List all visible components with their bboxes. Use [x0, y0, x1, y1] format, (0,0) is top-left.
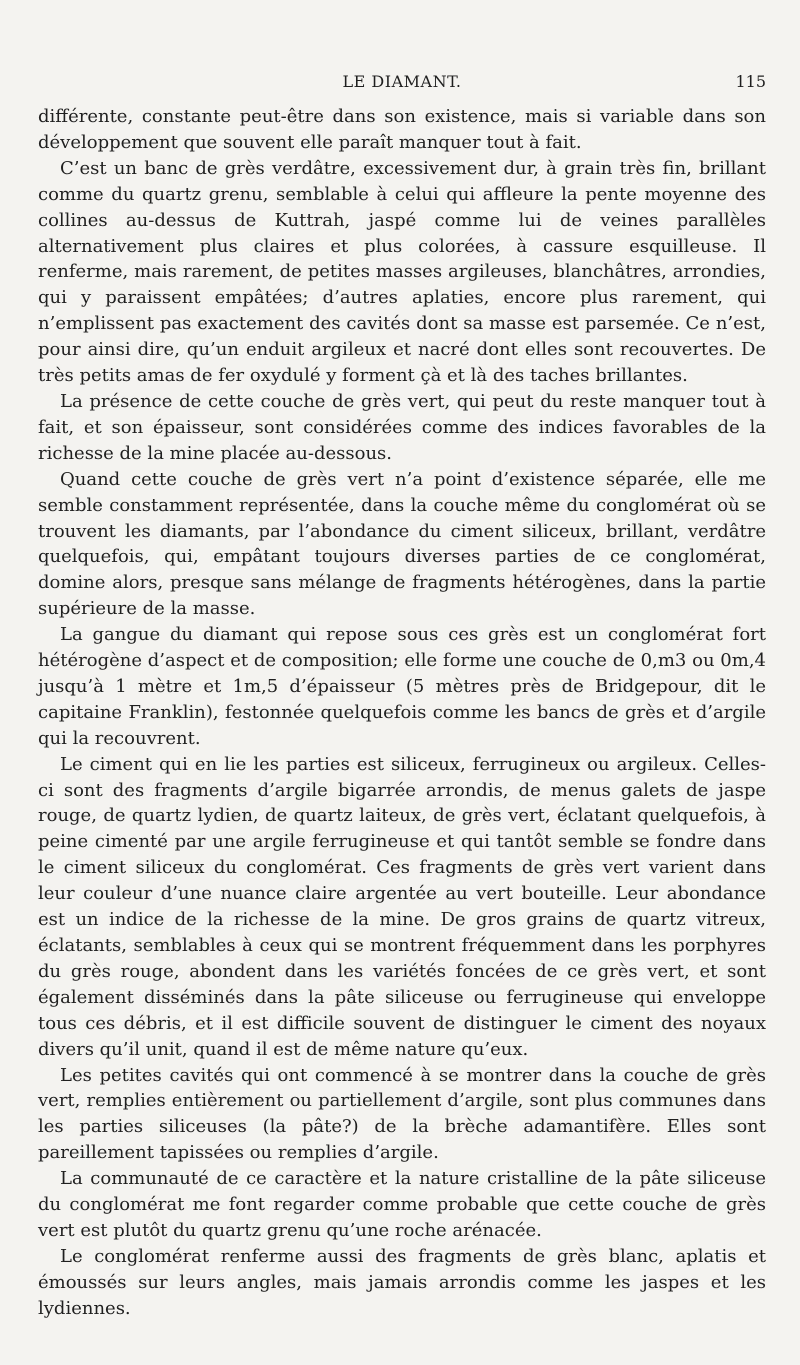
- paragraph: Le conglomérat renferme aussi des fragments de grès blanc, aplatis et émoussés sur leurs angles, mais jamais arrondis comme les jaspes et les lydiennes.: [38, 1245, 766, 1319]
- paragraph: La présence de cette couche de grès vert, qui peut du reste manquer tout à fait, et son épaisseur, sont considérées comme des indices favorables de la richesse de la mine placée au-dessous.: [38, 390, 766, 464]
- paragraph: différente, constante peut-être dans son existence, mais si variable dans son développement que souvent elle paraît manquer tout à fait.: [38, 106, 766, 153]
- paragraph: Quand cette couche de grès vert n’a point d’existence séparée, elle me semble constamment représentée, dans la couche même du conglomérat où se trouvent les diamants, par l’abondance du ciment siliceux, brillant, verdâtre quelquefois, qui, empâtant toujours diverses parties de ce conglomérat, domine alors, presque sans mélange de fragments hétérogènes, dans la partie supérieure de la masse.: [38, 468, 766, 620]
- body-text: [38, 104, 766, 1322]
- paragraph: C’est un banc de grès verdâtre, excessivement dur, à grain très fin, brillant comme du quartz grenu, semblable à celui qui affleure la pente moyenne des collines au-dessus de Kuttrah, jaspé comme lui de veines parallèles alternativement plus claires et plus colorées, à cassure esquilleuse. Il renferme, mais rarement, de petites masses argileuses, blanchâtres, arrondies, qui y paraissent empâtées; d’autres aplaties, encore plus rarement, qui n’emplissent pas exactement des cavités dont sa masse est parsemée. Ce n’est, pour ainsi dire, qu’un enduit argileux et nacré dont elles sont recouvertes. De très petits amas de fer oxydulé y forment çà et là des taches brillantes.: [38, 157, 766, 387]
- paragraph: Le ciment qui en lie les parties est siliceux, ferrugineux ou argileux. Celles-ci sont des fragments d’argile bigarrée arrondis, de menus galets de jaspe rouge, de quartz lydien, de quartz laiteux, de grès vert, éclatant quelquefois, à peine cimenté par une argile ferrugineuse et qui tantôt semble se fondre dans le ciment siliceux du conglomérat. Ces fragments de grès vert varient dans leur couleur d’une nuance claire argentée au vert bouteille. Leur abondance est un indice de la richesse de la mine. De gros grains de quartz vitreux, éclatants, semblables à ceux qui se montrent fréquemment dans les porphyres du grès rouge, abondent dans les variétés foncées de ce grès vert, et sont également disséminés dans la pâte siliceuse ou ferrugineuse qui enveloppe tous ces débris, et il est difficile souvent de distinguer le ciment des noyaux divers qu’il unit, quand il est de même nature qu’eux.: [38, 753, 766, 1060]
- page-header: [38, 72, 766, 100]
- paragraph: La gangue du diamant qui repose sous ces grès est un conglomérat fort hétérogène d’aspect et de composition; elle forme une couche de 0,m3 ou 0m,4 jusqu’à 1 mètre et 1m,5 d’épaisseur (5 mètres près de Bridgepour, dit le capitaine Franklin), festonnée quelquefois comme les bancs de grès et d’argile qui la recouvrent.: [38, 624, 766, 749]
- page-number: 115: [735, 72, 766, 91]
- paragraph: La communauté de ce caractère et la nature cristalline de la pâte siliceuse du conglomérat me font regarder comme probable que cette couche de grès vert est plutôt du quartz grenu qu’une roche arénacée.: [38, 1168, 766, 1241]
- running-title: LE DIAMANT.: [342, 72, 462, 91]
- paragraph: Les petites cavités qui ont commencé à se montrer dans la couche de grès vert, remplies entièrement ou partiellement d’argile, sont plus communes dans les parties siliceuses (la pâte?) de la brèche adamantifère. Elles sont pareillement tapissées ou remplies d’argile.: [38, 1064, 766, 1164]
